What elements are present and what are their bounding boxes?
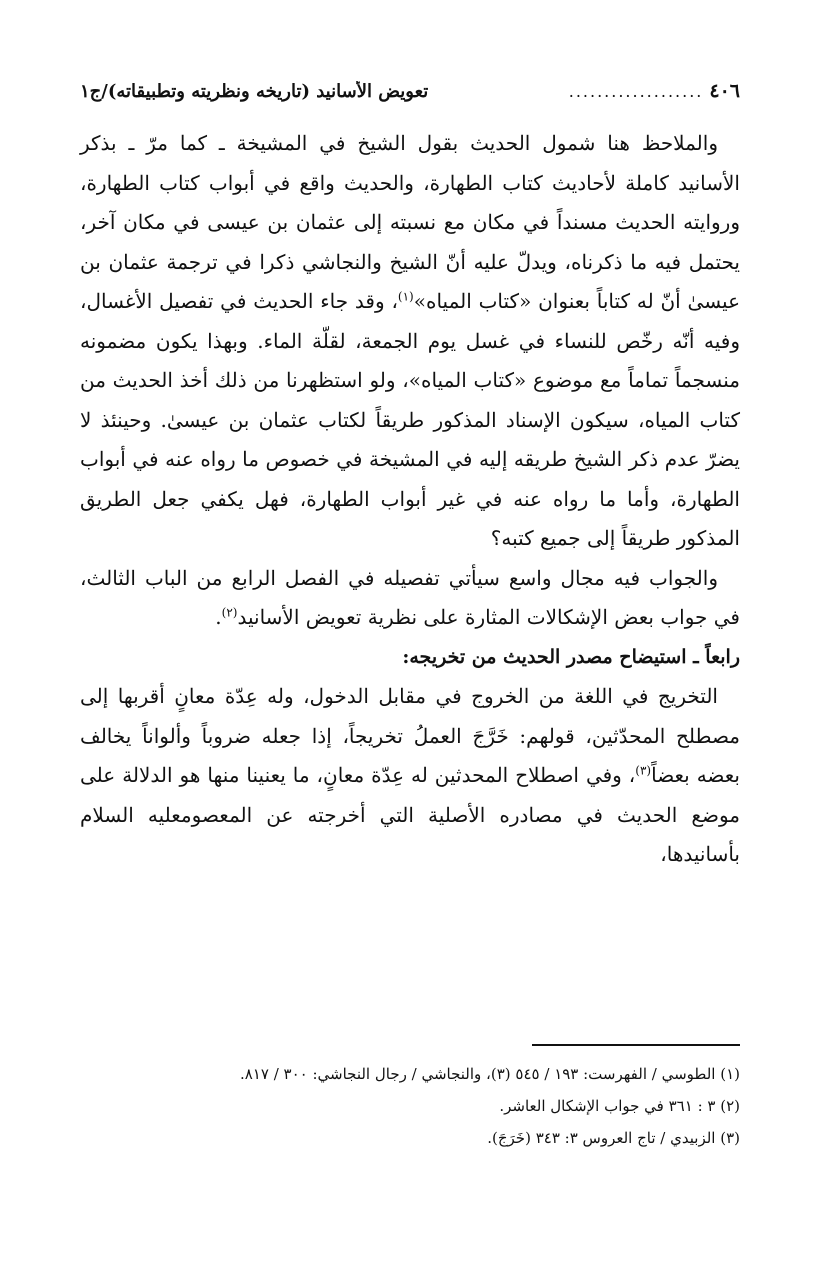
paragraph-2-part-b: . — [215, 605, 222, 629]
footnote-ref-1: (١) — [397, 289, 414, 304]
footnote-separator — [532, 1044, 740, 1046]
running-title: تعويض الأسانيد (تاريخه ونظريته وتطبيقاته)/ج١ — [80, 80, 429, 102]
footnote-3: (٣) الزبيدي / تاج العروس ٣: ٣٤٣ (خَرَجَ). — [487, 1129, 740, 1147]
paragraph-2-part-a: والجواب فيه مجال واسع سيأتي تفصيله في الفصل الرابع من الباب الثالث، في جواب بعض الإشكالات المثارة على نظرية تعويض الأسانيد — [80, 565, 740, 629]
paragraph-3-part-a: التخريج في اللغة من الخروج في مقابل الدخول، وله عِدّة معانٍ أقربها إلى مصطلح المحدّثين، قولهم: خَرَّجَ العملُ تخريجاً، إذا جعله ضروباً وألواناً يخالف بعضه بعضاً — [80, 684, 740, 787]
paragraph-3 — [80, 677, 740, 875]
footnote-2: (٢) ٣ : ٣٦١ في جواب الإشكال العاشر. — [499, 1097, 740, 1115]
paragraph-1-part-a: والملاحظ هنا شمول الحديث بقول الشيخ في المشيخة ـ كما مرّ ـ بذكر الأسانيد كاملة لأحاديث كتاب الطهارة، والحديث واقع في أبواب كتاب الطهارة، وروايته الحديث مسنداً في مكان مع نسبته إلى عثمان بن عيسى في مكان آخر، يحتمل فيه ما ذكرناه، ويدلّ عليه أنّ الشيخ والنجاشي ذكرا في ترجمة عثمان بن عيسىٰ أنّ له كتاباً بعنوان «كتاب المياه» — [80, 131, 740, 313]
paragraph-3-part-b: ، وفي اصطلاح المحدثين له عِدّة معانٍ، ما يعنينا منها هو الدلالة على موضع الحديث في مصادره الأصلية التي أخرجته عن المعصومعليه السلام بأسانيدها، — [80, 763, 740, 866]
header-leader-dots: ................... — [568, 81, 704, 101]
footnote-ref-3: (٣) — [635, 763, 652, 778]
footnote-1: (١) الطوسي / الفهرست: ١٩٣ / ٥٤٥ (٣)، والنجاشي / رجال النجاشي: ٣٠٠ / ٨١٧. — [239, 1065, 740, 1083]
footnote-ref-2: (٢) — [221, 605, 238, 620]
footnotes — [80, 1058, 740, 1154]
page-number: ٤٠٦ — [709, 80, 740, 102]
paragraph-1 — [80, 124, 740, 559]
section-heading: رابعاً ـ استيضاح مصدر الحديث من تخريجه: — [402, 645, 740, 668]
paragraph-1-part-b: ، وقد جاء الحديث في تفصيل الأغسال، وفيه أنّه رخّص للنساء في غسل يوم الجمعة، لقلّة الماء. وبهذا يكون مضمونه منسجماً تماماً مع موضوع «كتاب المياه»، ولو استظهرنا من ذلك أخذ الحديث من كتاب المياه، سيكون الإسناد المذكور طريقاً لكتاب عثمان بن عيسىٰ. وحينئذ لا يضرّ عدم ذكر الشيخ طريقه إليه في المشيخة في خصوص ما رواه عنه في أبواب الطهارة، وأما ما رواه عنه في غير أبواب الطهارة، فهل يكفي جعل الطريق المذكور طريقاً إلى جميع كتبه؟ — [80, 289, 740, 550]
book-page — [80, 0, 740, 1261]
main-text — [80, 124, 740, 875]
paragraph-2 — [80, 559, 740, 638]
page-header — [80, 74, 740, 108]
